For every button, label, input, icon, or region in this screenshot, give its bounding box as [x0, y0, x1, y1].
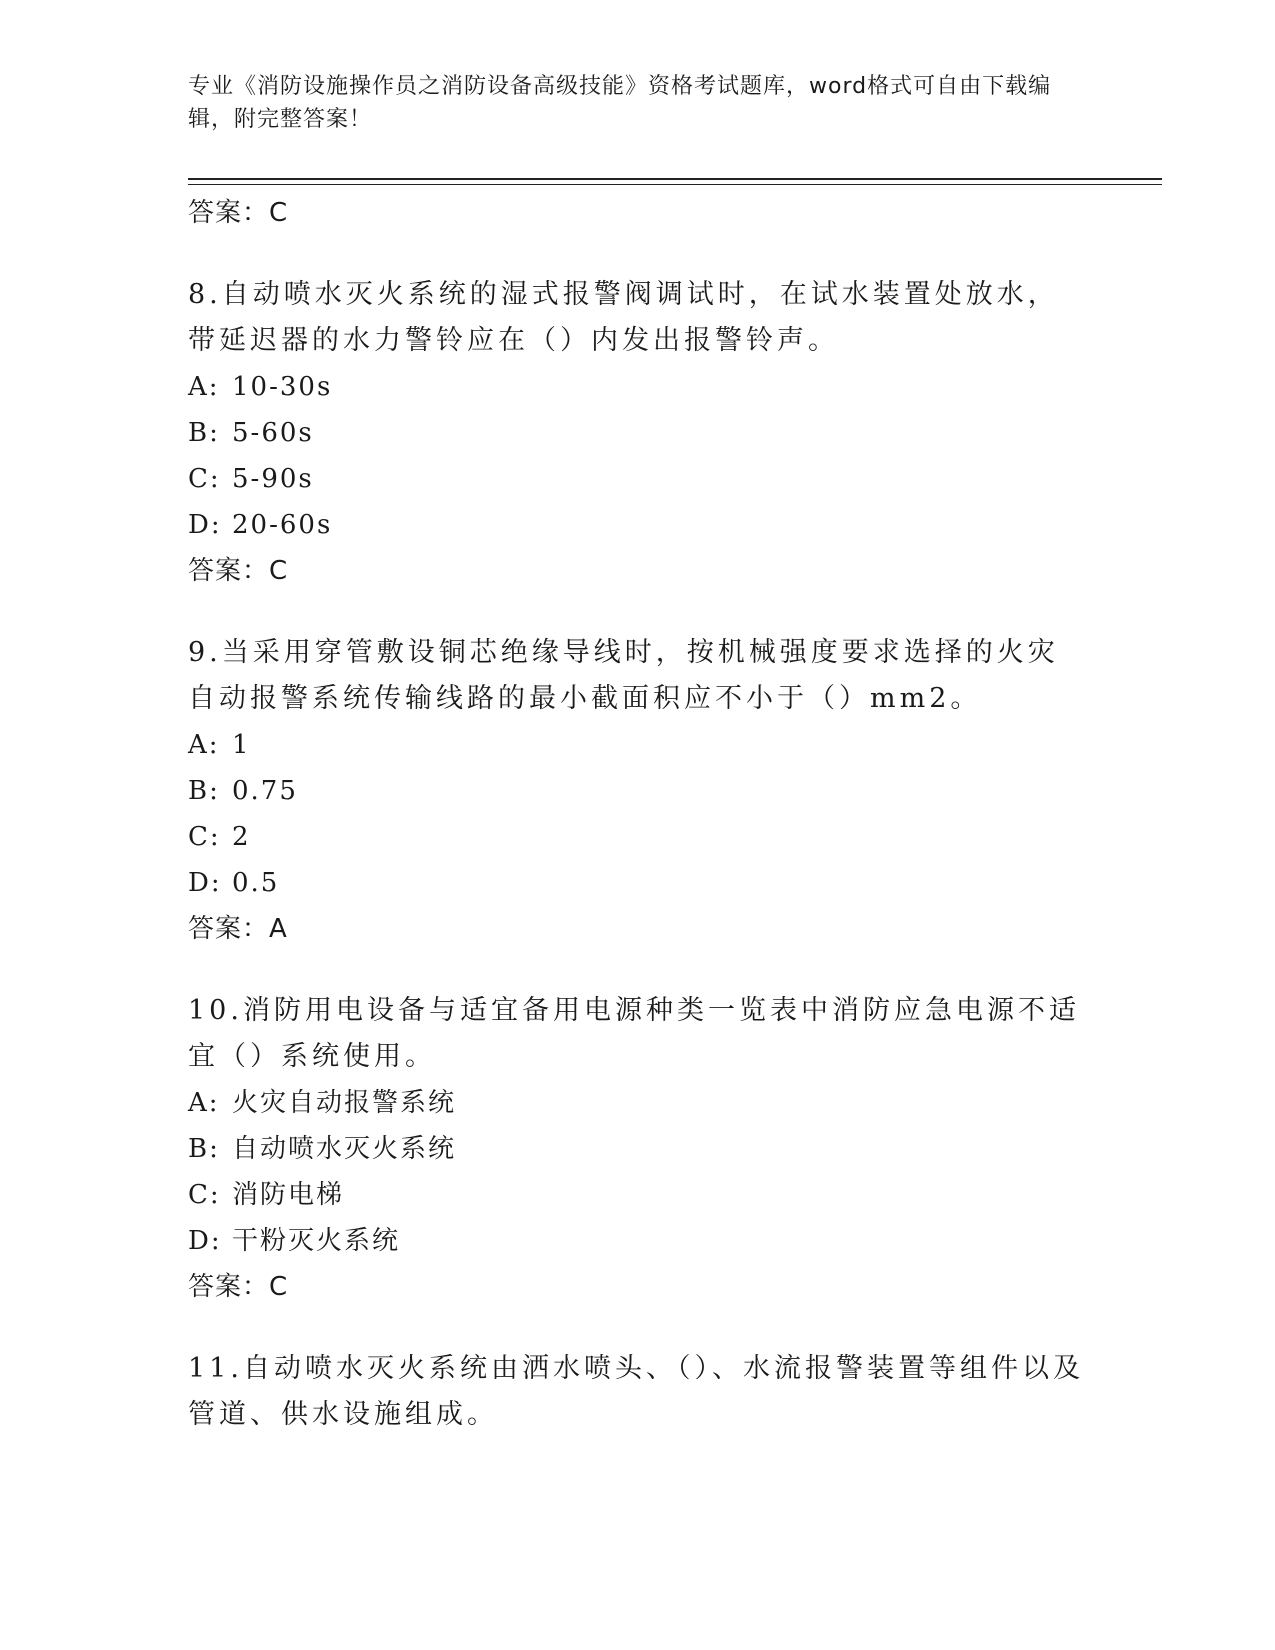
answer-line: 答案：A [188, 914, 288, 944]
option-label: B: [188, 418, 220, 448]
option-c [188, 1172, 1088, 1218]
option-text: 火灾自动报警系统 [232, 1088, 457, 1118]
answer-line: 答案：C [188, 1272, 289, 1302]
option-a [188, 364, 1088, 410]
option-label: C: [188, 464, 221, 494]
option-text: 5-60s [232, 418, 314, 448]
answer-line: 答案：C [188, 556, 289, 586]
option-b [188, 410, 1088, 456]
option-label: D: [188, 510, 222, 540]
option-label: B: [188, 1134, 220, 1164]
document-header: 专业《消防设施操作员之消防设备高级技能》资格考试题库，word格式可自由下载编辑，附完整答案！ [188, 74, 1052, 132]
option-b [188, 1126, 1088, 1172]
question-text: 11.自动喷水灭火系统由洒水喷头、（）、水流报警装置等组件以及管道、供水设施组成。 [188, 1353, 1084, 1430]
option-text: 5-90s [232, 464, 314, 494]
option-text: 20-60s [232, 510, 333, 540]
option-text: 0.75 [232, 776, 298, 806]
option-label: A: [188, 372, 220, 402]
option-label: C: [188, 822, 221, 852]
option-b [188, 768, 1088, 814]
option-text: 1 [232, 730, 251, 760]
question-10 [188, 988, 1088, 1310]
option-text: 干粉灭火系统 [232, 1226, 401, 1256]
question-text: 9.当采用穿管敷设铜芯绝缘导线时，按机械强度要求选择的火灾自动报警系统传输线路的最小截面积应不小于（）mm2。 [188, 637, 1059, 714]
option-a [188, 722, 1088, 768]
option-c [188, 814, 1088, 860]
option-label: D: [188, 868, 222, 898]
option-text: 消防电梯 [232, 1180, 345, 1210]
option-c [188, 456, 1088, 502]
question-9 [188, 630, 1088, 952]
option-text: 自动喷水灭火系统 [232, 1134, 457, 1164]
question-text: 8.自动喷水灭火系统的湿式报警阀调试时，在试水装置处放水，带延迟器的水力警铃应在（）内发出报警铃声。 [188, 279, 1059, 356]
question-list [188, 190, 1088, 1438]
header-divider-thin [188, 184, 1162, 185]
question-8 [188, 272, 1088, 594]
option-text: 10-30s [232, 372, 333, 402]
header-divider-thick [188, 178, 1162, 180]
option-label: C: [188, 1180, 221, 1210]
option-d [188, 860, 1088, 906]
option-label: B: [188, 776, 220, 806]
option-label: D: [188, 1226, 222, 1256]
option-d [188, 502, 1088, 548]
question-11 [188, 1346, 1088, 1438]
option-text: 2 [232, 822, 251, 852]
option-label: A: [188, 1088, 220, 1118]
option-text: 0.5 [232, 868, 280, 898]
option-d [188, 1218, 1088, 1264]
option-a [188, 1080, 1088, 1126]
option-label: A: [188, 730, 220, 760]
answer-line: 答案：C [188, 198, 289, 228]
question-text: 10.消防用电设备与适宜备用电源种类一览表中消防应急电源不适宜（）系统使用。 [188, 995, 1080, 1072]
